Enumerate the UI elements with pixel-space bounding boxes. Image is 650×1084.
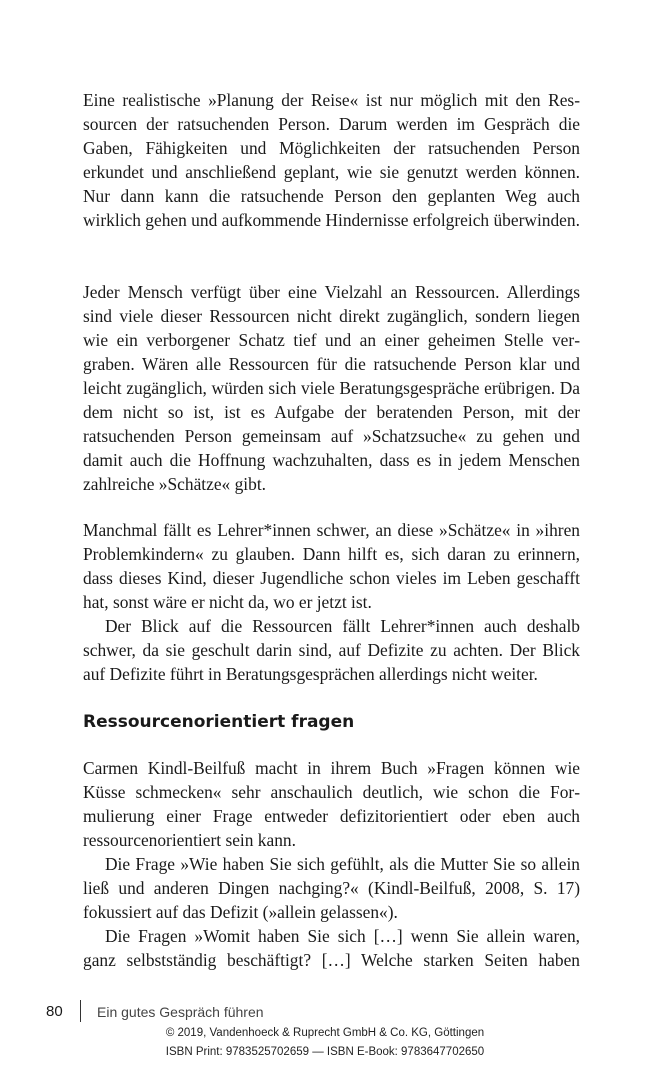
paragraph-block-1 (83, 88, 580, 232)
copyright-notice: © 2019, Vandenhoeck & Ruprecht GmbH & Co. KG, Göttingen (165, 1027, 485, 1039)
body-paragraph: Die Frage »Wie haben Sie sich gefühlt, als die Mutter Sie so allein ließ und anderen Dingen nachging?« (Kindl-Beilfuß, 2008, S. 17) fokussiert auf das Defizit (»allein gelassen«). (83, 854, 580, 922)
isbn-line: ISBN Print: 9783525702659 — ISBN E-Book: 9783647702650 (165, 1046, 485, 1058)
body-paragraph: Der Blick auf die Ressourcen fällt Lehrer*innen auch deshalb schwer, da sie geschult darin sind, auf Defizite zu achten. Der Blick auf Defizite führt in Beratungsgesprächen allerdings nicht weiter. (83, 616, 580, 684)
page-number: 80 (46, 1003, 63, 1020)
paragraph-block-2 (83, 280, 580, 496)
paragraph-block-4 (83, 756, 580, 972)
body-paragraph: Manchmal fällt es Lehrer*innen schwer, an diese »Schätze« in »ihren Problemkindern« zu glauben. Dann hilft es, sich daran zu erinnern, dass dieses Kind, dieser Jugendliche schon vieles im Leben geschafft hat, sonst wäre er nicht da, wo er jetzt ist. (83, 520, 580, 612)
section-heading: Ressourcenorientiert fragen (83, 712, 355, 732)
body-paragraph: Die Fragen »Womit haben Sie sich […] wenn Sie allein waren, ganz selbstständig beschäftigt? […] Welche starken Seiten haben (83, 926, 580, 970)
footer-divider (80, 1000, 81, 1022)
body-paragraph: Eine realistische »Planung der Reise« ist nur möglich mit den Ressourcen der ratsuchenden Person. Darum werden im Gespräch die Gaben, Fähigkeiten und Möglichkeiten der ratsuchenden Person erkundet und anschließend geplant, wie sie genutzt werden können. Nur dann kann die ratsuchende Person den geplanten Weg auch wirklich gehen und aufkommende Hindernisse erfolgreich überwinden. (83, 90, 580, 230)
paragraph-block-3 (83, 518, 580, 686)
body-paragraph: Carmen Kindl-Beilfuß macht in ihrem Buch »Fragen können wie Küsse schmecken« sehr anschaulich deutlich, wie schon die Formulierung einer Frage entweder defizitorientiert oder eben auch ressourcenorientiert sein kann. (83, 758, 580, 850)
running-title: Ein gutes Gespräch führen (97, 1004, 264, 1020)
body-paragraph: Jeder Mensch verfügt über eine Vielzahl an Ressourcen. Allerdings sind viele dieser Ressourcen nicht direkt zugänglich, sondern liegen wie ein verborgener Schatz tief und an einer geheimen Stelle vergraben. Wären alle Ressourcen für die ratsuchende Person klar und leicht zugänglich, würden sich viele Beratungsgespräche erübrigen. Da dem nicht so ist, ist es Aufgabe der beratenden Person, mit der ratsuchenden Person gemeinsam auf »Schatzsuche« zu gehen und damit auch die Hoffnung wachzuhalten, dass es in jedem Menschen zahlreiche »Schätze« gibt. (83, 282, 580, 494)
